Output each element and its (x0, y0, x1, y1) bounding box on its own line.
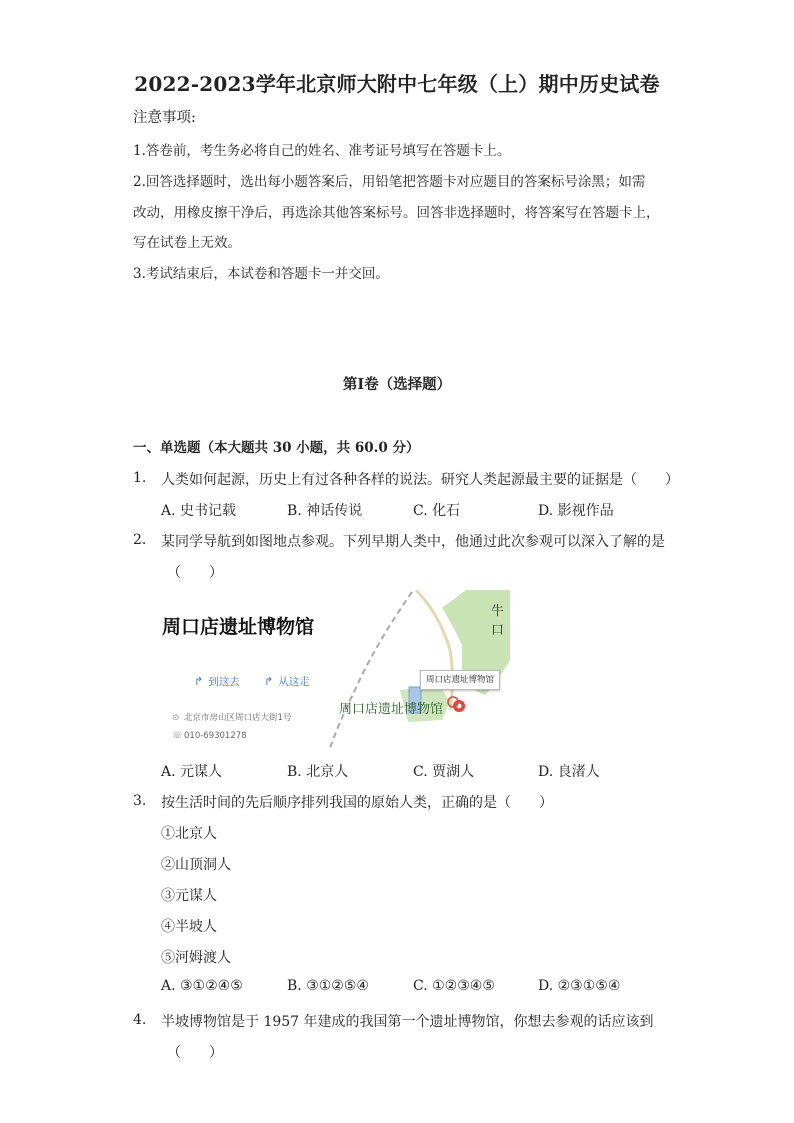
question-3-number: 3. (133, 793, 147, 809)
question-1-option-b: B. 神话传说 (287, 503, 363, 519)
address-text: 北京市房山区周口店大街1号 (184, 713, 292, 723)
question-1-option-c: C. 化石 (413, 503, 461, 519)
question-3-item-5: ⑤河姆渡人 (161, 950, 231, 966)
question-3-item-3: ③元谋人 (161, 888, 217, 904)
question-3-item-2: ②山顶洞人 (161, 857, 231, 873)
phone-row (172, 731, 247, 741)
from-here-button[interactable] (264, 674, 310, 689)
map-view (325, 590, 510, 748)
question-1-text: 人类如何起源，历史上有过各种各样的说法。研究人类起源最主要的证据是（ ） (161, 472, 679, 488)
question-1-option-a: A. 史书记载 (161, 503, 237, 519)
question-2-answer-paren: （ ） (167, 565, 223, 581)
map-corner-label: 牛口 (491, 604, 505, 638)
notice-line-5: 3.考试结束后，本试卷和答题卡一并交回。 (133, 266, 389, 282)
address-row (172, 711, 291, 723)
section-title: 第I卷（选择题） (342, 376, 452, 393)
map-graphic (325, 590, 510, 748)
notice-line-2: 2.回答选择题时，选出每小题答案后，用铅笔把答题卡对应题目的答案标号涂黑；如需 (133, 174, 646, 190)
question-3-option-b: B. ③①②⑤④ (287, 978, 369, 994)
notice-line-1: 1.答卷前，考生务必将自己的姓名、准考证号填写在答题卡上。 (133, 143, 511, 159)
question-3-item-4: ④半坡人 (161, 919, 217, 935)
notice-line-4: 写在试卷上无效。 (133, 235, 241, 251)
question-4-answer-paren: （ ） (167, 1045, 223, 1061)
question-4-number: 4. (133, 1012, 147, 1028)
go-here-button[interactable] (194, 674, 240, 689)
question-3-item-1: ①北京人 (161, 826, 217, 842)
question-1-option-d: D. 影视作品 (538, 503, 614, 519)
notice-heading: 注意事项: (133, 110, 196, 126)
question-2-text: 某同学导航到如图地点参观。下列早期人类中，他通过此次参观可以深入了解的是 (161, 534, 665, 550)
question-3-text: 按生活时间的先后顺序排列我国的原始人类，正确的是（ ） (161, 795, 553, 811)
map-screenshot (150, 590, 510, 748)
location-icon: ⊙ (172, 713, 180, 723)
question-2-option-d: D. 良渚人 (538, 764, 600, 780)
turn-arrow-icon: ↱ (194, 675, 204, 688)
phone-icon: ☏ (172, 731, 183, 741)
question-1-number: 1. (133, 470, 147, 486)
map-place-label: 周口店遗址博物馆 (339, 702, 444, 717)
map-popup-label: 周口店遗址博物馆 (420, 670, 500, 690)
question-3-option-d: D. ②③①⑤④ (538, 978, 621, 994)
question-3-option-a: A. ③①②④⑤ (161, 978, 243, 994)
question-3-option-c: C. ①②③④⑤ (413, 978, 495, 994)
go-here-label: 到这去 (208, 676, 240, 688)
place-name: 周口店遗址博物馆 (162, 616, 315, 638)
from-here-label: 从这走 (278, 676, 310, 688)
notice-line-3: 改动，用橡皮擦干净后，再选涂其他答案标号。回答非选择题时，将答案写在答题卡上， (133, 205, 660, 221)
part-title: 一、单选题（本大题共 30 小题，共 60.0 分） (133, 440, 420, 456)
question-2-number: 2. (133, 532, 147, 548)
page-title: 2022-2023学年北京师大附中七年级（上）期中历史试卷 (134, 72, 660, 96)
route-arrow-icon: ↱ (264, 675, 274, 688)
phone-text: 010-69301278 (184, 731, 247, 741)
question-2-option-b: B. 北京人 (287, 764, 349, 780)
question-2-option-c: C. 贾湖人 (413, 764, 475, 780)
question-2-option-a: A. 元谋人 (161, 764, 223, 780)
question-4-text: 半坡博物馆是于 1957 年建成的我国第一个遗址博物馆，你想去参观的话应该到 (161, 1014, 654, 1030)
road-dashed (330, 592, 412, 748)
